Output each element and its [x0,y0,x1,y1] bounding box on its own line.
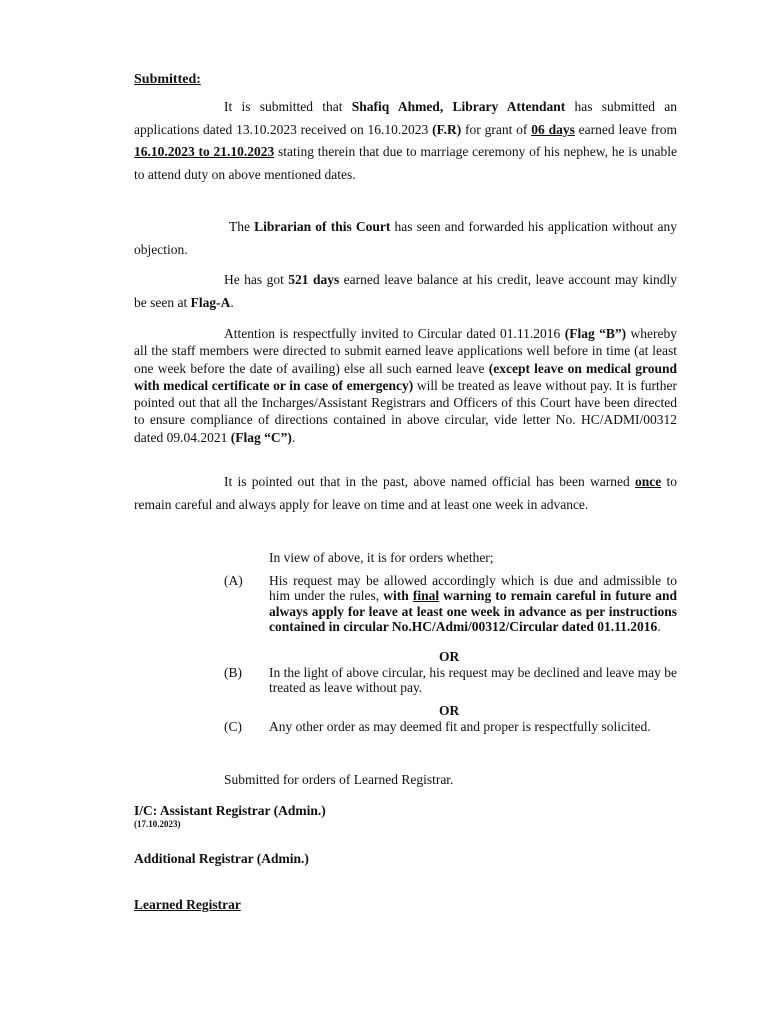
warning-text: warning to remain careful in future and always apply for leave at least one week in advance as per instructions contained in circular No.HC/Admi/00312/Circular dated 01.11.2016 [269,588,677,634]
text: earned leave from [574,121,677,137]
heading-submitted: Submitted: [134,72,201,87]
option-c-label: (C) [224,719,242,734]
text: . [291,429,296,445]
exception-clause: (except leave on medical ground with medical certificate or in case of emergency) [134,360,677,393]
signatory-assistant-registrar: I/C: Assistant Registrar (Admin.) [134,803,326,818]
flag-b: (Flag “B”) [564,326,627,341]
text: whereby all the staff members were directed to submit earned leave applications well before in time (at least one week before the date of availing) else all such earned leave [134,326,677,376]
option-b-label: (B) [224,665,242,680]
signatory-additional-registrar: Additional Registrar (Admin.) [134,851,309,866]
leave-days: 06 days [531,121,575,137]
text: with [383,588,413,604]
text: He has got [224,272,289,287]
option-c-text: Any other order as may deemed fit and proper is respectfully solicited. [269,719,651,734]
paragraph-librarian [134,216,677,261]
text: It is pointed out that in the past, above named official has been warned [224,474,635,489]
once-emphasis: once [634,474,662,489]
signatory-learned-registrar: Learned Registrar [134,897,241,912]
final-emphasis: final [412,588,440,604]
option-a-text [269,573,677,634]
view-line: In view of above, it is for orders whether; [269,550,494,565]
text: It is submitted that [224,99,352,114]
text: will be treated as leave without pay. It is further pointed out that all the Incharges/Assistant Registrars and Officers of this Court have been directed to ensure compliance of directions contained in above circular, vide letter No. HC/ADMI/00312 dated 09.04.2021 [134,377,677,445]
text: earned leave balance at his credit, leave account may kindly be seen at [134,272,677,310]
applicant-name: Shafiq Ahmed, Library Attendant [351,99,566,114]
librarian-label: Librarian of this Court [254,219,391,234]
text: . [657,618,661,634]
submitted-line: Submitted for orders of Learned Registrar. [224,772,454,787]
or-separator: OR [439,649,460,664]
text: for grant of [461,121,532,137]
text: to remain careful and always apply for leave on time and at least one week in advance. [134,474,677,512]
paragraph-leave-balance [134,269,677,314]
flag-a: Flag-A [190,294,231,310]
or-separator: OR [439,703,460,718]
paragraph-past-warning [134,471,677,516]
text: has seen and forwarded his application without any objection. [134,219,677,257]
paragraph-application [134,96,677,186]
fr-reference: (F.R) [432,121,462,137]
text: has submitted an applications dated 13.10.2023 received on 16.10.2023 [134,99,677,137]
leave-period: 16.10.2023 to 21.10.2023 [134,144,275,159]
signatory-date: (17.10.2023) [134,819,181,829]
option-b-text: In the light of above circular, his request may be declined and leave may be treated as leave without pay. [269,665,677,696]
flag-c: (Flag “C”) [230,429,292,445]
text: stating therein that due to marriage ceremony of his nephew, he is unable to attend duty on above mentioned dates. [134,144,677,182]
text: Attention is respectfully invited to Circular dated 01.11.2016 [224,326,565,341]
text: His request may be allowed accordingly which is due and admissible to him under the rules, [269,573,677,604]
text: . [230,294,234,310]
paragraph-circular [134,325,677,446]
option-a-label: (A) [224,573,243,588]
text: The [229,219,255,234]
balance-days: 521 days [288,272,340,287]
